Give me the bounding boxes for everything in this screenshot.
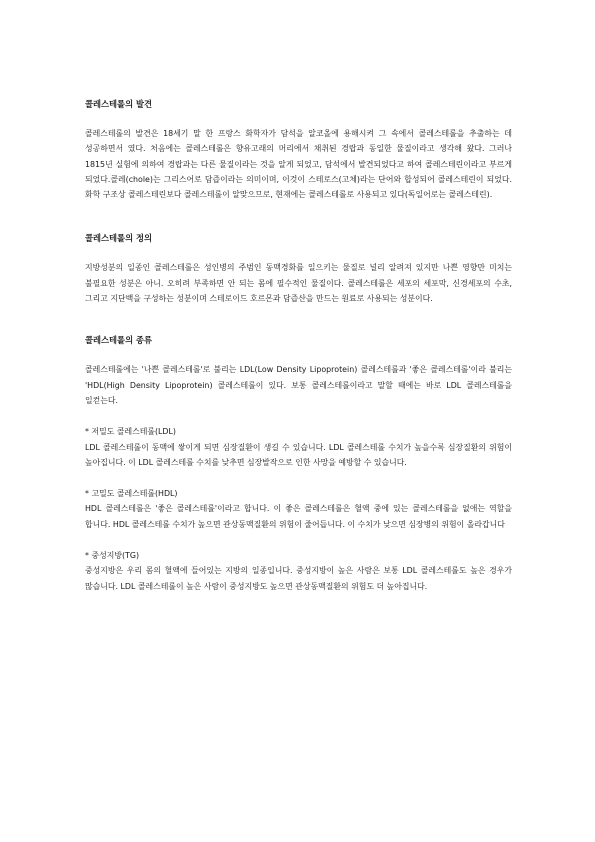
item-title-hdl: * 고밀도 콜레스테롤(HDL) <box>85 489 178 499</box>
item-text-tg: 중성지방은 우리 몸의 혈액에 들어있는 지방의 일종입니다. 중성지방이 높은 사람은 보통 LDL 콜레스테롤도 높은 경우가 많습니다. LDL 콜레스테롤이 높은 사람이 중성지방도 높으면 관상동맥질환의 위험도 더 높아집니다. <box>85 566 512 591</box>
section-heading-definition: 콜레스테롤의 정의 <box>85 233 153 244</box>
list-item-hdl <box>85 486 512 532</box>
section-definition <box>85 232 512 306</box>
section-discovery <box>85 98 512 202</box>
item-text-hdl: HDL 콜레스테롤은 '좋은 콜레스테롤'이라고 합니다. 이 좋은 콜레스테롤은 혈액 중에 있는 콜레스테롤을 없애는 역할을 합니다. HDL 콜레스테롤 수치가 높으면 관상동맥질환의 위험이 줄어듭니다. 이 수치가 낮으면 심장병의 위험이 올라갑니다 <box>85 504 512 529</box>
list-item-tg <box>85 548 512 594</box>
section-paragraph-discovery: 콜레스테롤의 발견은 18세기 말 한 프랑스 화학자가 담석을 알코올에 용해시켜 그 속에서 콜레스테롤을 추출하는 데 성공하면서 였다. 처음에는 콜레스테롤은 향유고래의 머리에서 채취된 경랍과 동일한 물질이라고 생각해 왔다. 그러나 1815년 실험에 의하여 경랍과는 다른 물질이라는 것을 알게 되었고, 담석에서 발견되었다고 하여 콜레스테린이라고 부르게 되었다.콜레(chole)는 그리스어로 담즙이라는 의미이며, 이것이 스테로스(고체)라는 단어와 합성되어 콜레스테린이 되었다. 화학 구조상 콜레스테린보다 콜레스테롤이 알맞으므로, 현재에는 콜레스테롤로 사용되고 있다(독일어로는 콜레스테린). <box>85 129 512 200</box>
item-text-ldl: LDL 콜레스테롤이 동맥에 쌓이게 되면 심장질환이 생길 수 있습니다. LDL 콜레스테롤 수치가 높을수록 심장질환의 위험이 높아집니다. 이 LDL 콜레스테롤 수치를 낮추면 심장발작으로 인한 사망을 예방할 수 있습니다. <box>85 442 512 467</box>
item-title-ldl: * 저밀도 콜레스테롤(LDL) <box>85 427 176 437</box>
list-item-ldl <box>85 424 512 470</box>
section-heading-discovery: 콜레스테롤의 발견 <box>85 99 153 109</box>
section-heading-types: 콜레스테롤의 종류 <box>85 335 153 346</box>
item-title-tg: * 중성지방(TG) <box>85 551 140 561</box>
section-types <box>85 334 512 594</box>
section-paragraph-definition: 지방성분의 일종인 콜레스테롤은 성인병의 주범인 동맥경화를 일으키는 물질로 널리 알려져 있지만 나쁜 영향만 미치는 불필요한 성분은 아니. 오히려 부족하면 안 되는 몸에 필수적인 물질이다. 콜레스테롤은 세포의 세포막, 신경세포의 수초, 그리고 지단백을 구성하는 성분이며 스테로이드 호르몬과 담즙산을 만드는 원료로 사용되는 성분이다. <box>85 263 512 304</box>
section-paragraph-types: 콜레스테롤에는 '나쁜 콜레스테롤'로 불리는 LDL(Low Density Lipoprotein) 콜레스테롤과 '좋은 콜레스테롤'이라 불리는 'HDL(High Density Lipoprotein) 콜레스테롤이 있다. 보통 콜레스테롤이라고 말할 때에는 바로 LDL 콜레스테롤을 일컫는다. <box>85 365 512 405</box>
